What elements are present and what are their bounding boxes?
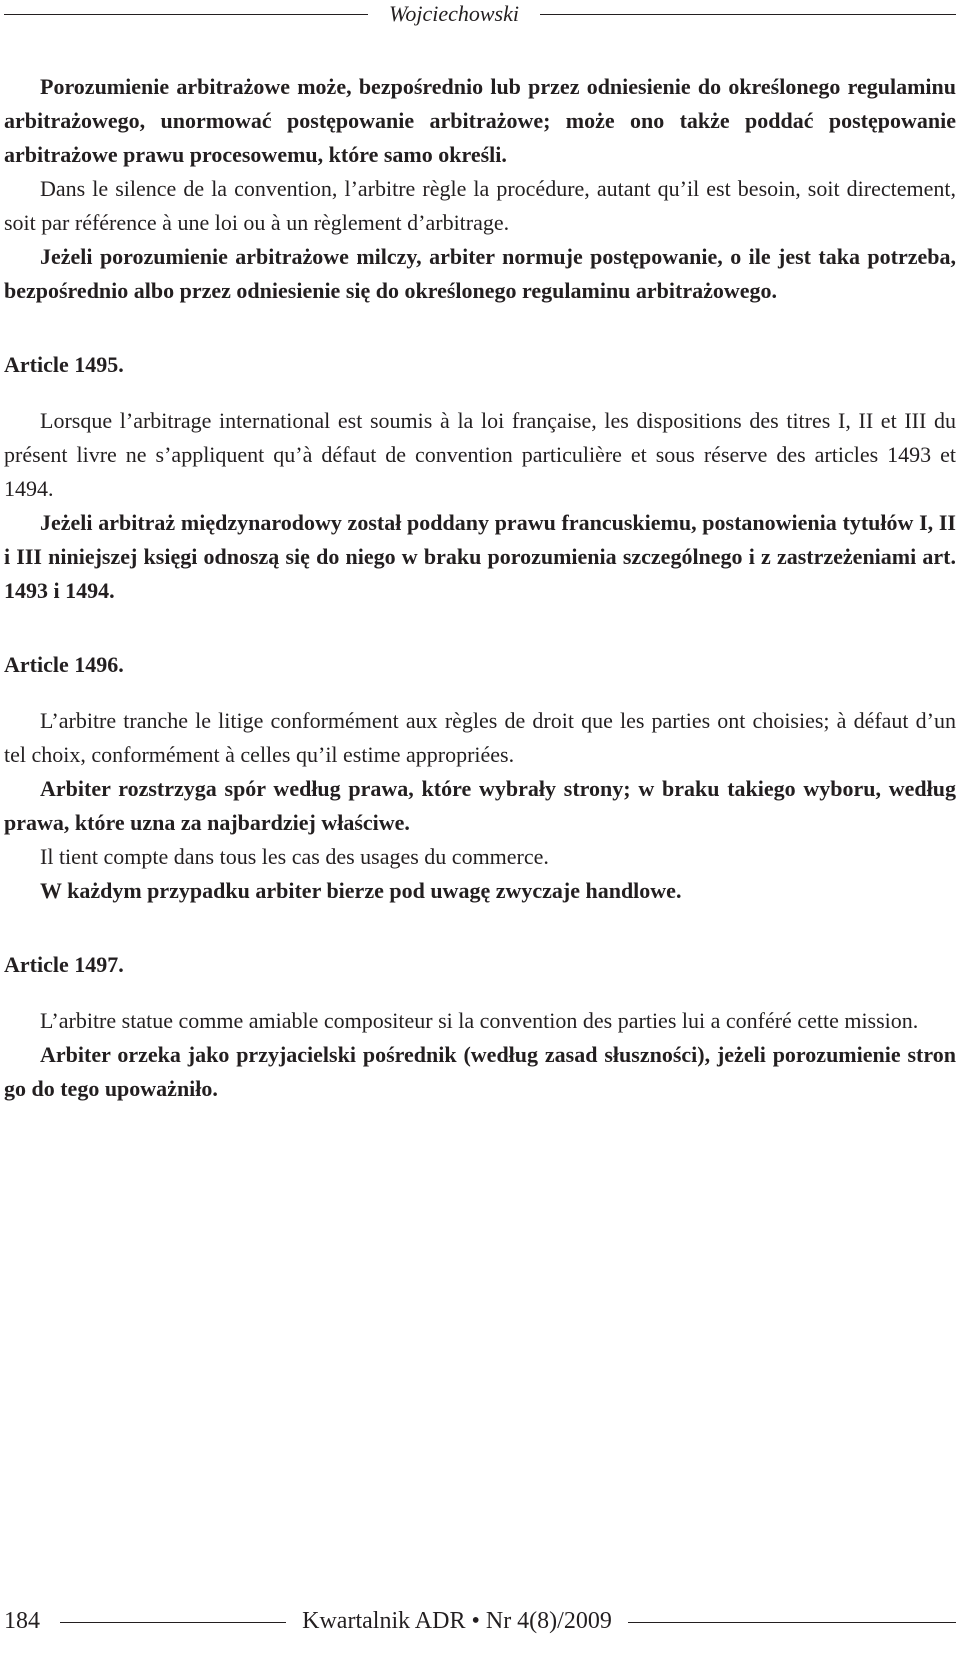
footer-rule-left: [60, 1622, 286, 1623]
paragraph-french: L’arbitre statue comme amiable compositeur si la convention des parties lui a conféré cette mission.: [40, 1008, 919, 1033]
paragraph-french: Lorsque l’arbitrage international est soumis à la loi française, les dispositions des titres I, II et III du présent livre ne s’appliquent qu’à défaut de convention particulière et sous réserve des articles 1493 et 1494.: [4, 408, 956, 501]
header-rule-left: [4, 14, 368, 15]
header-rule-right: [540, 14, 956, 15]
page-footer: [0, 1605, 960, 1645]
paragraph-french: L’arbitre tranche le litige conformément aux règles de droit que les parties ont choisies; à défaut d’un tel choix, conformément à celles qu’il estime appropriées.: [4, 708, 956, 767]
page-number: 184: [4, 1608, 40, 1634]
article-heading: Article 1496.: [4, 652, 124, 677]
footer-rule-right: [628, 1622, 956, 1623]
paragraph-french: Dans le silence de la convention, l’arbitre règle la procédure, autant qu’il est besoin, soit directement, soit par référence à une loi ou à un règlement d’arbitrage.: [4, 176, 956, 235]
page-body: [4, 70, 956, 1106]
paragraph-polish: W każdym przypadku arbiter bierze pod uwagę zwyczaje handlowe.: [40, 878, 682, 903]
article-heading: Article 1497.: [4, 952, 124, 977]
paragraph-polish: Porozumienie arbitrażowe może, bezpośrednio lub przez odniesienie do określonego regulaminu arbitrażowego, unormować postępowanie arbitrażowe; może ono także poddać postępowanie arbitrażowe prawu procesowemu, które samo określi.: [4, 74, 956, 167]
running-header-author: Wojciechowski: [389, 1, 519, 26]
running-header: [0, 0, 960, 30]
paragraph-polish: Arbiter orzeka jako przyjacielski pośrednik (według zasad słuszności), jeżeli porozumienie stron go do tego upoważniło.: [4, 1042, 956, 1101]
journal-title: Kwartalnik ADR • Nr 4(8)/2009: [302, 1608, 612, 1634]
paragraph-polish: Jeżeli porozumienie arbitrażowe milczy, arbiter normuje postępowanie, o ile jest taka potrzeba, bezpośrednio albo przez odniesienie się do określonego regulaminu arbitrażowego.: [4, 244, 956, 303]
paragraph-french: Il tient compte dans tous les cas des usages du commerce.: [40, 844, 549, 869]
article-heading: Article 1495.: [4, 352, 124, 377]
paragraph-polish: Arbiter rozstrzyga spór według prawa, które wybrały strony; w braku takiego wyboru, według prawa, które uzna za najbardziej właściwe.: [4, 776, 956, 835]
paragraph-polish: Jeżeli arbitraż międzynarodowy został poddany prawu francuskiemu, postanowienia tytułów I, II i III niniejszej księgi odnoszą się do niego w braku porozumienia szczególnego i z zastrzeżeniami art. 1493 i 1494.: [4, 510, 956, 603]
